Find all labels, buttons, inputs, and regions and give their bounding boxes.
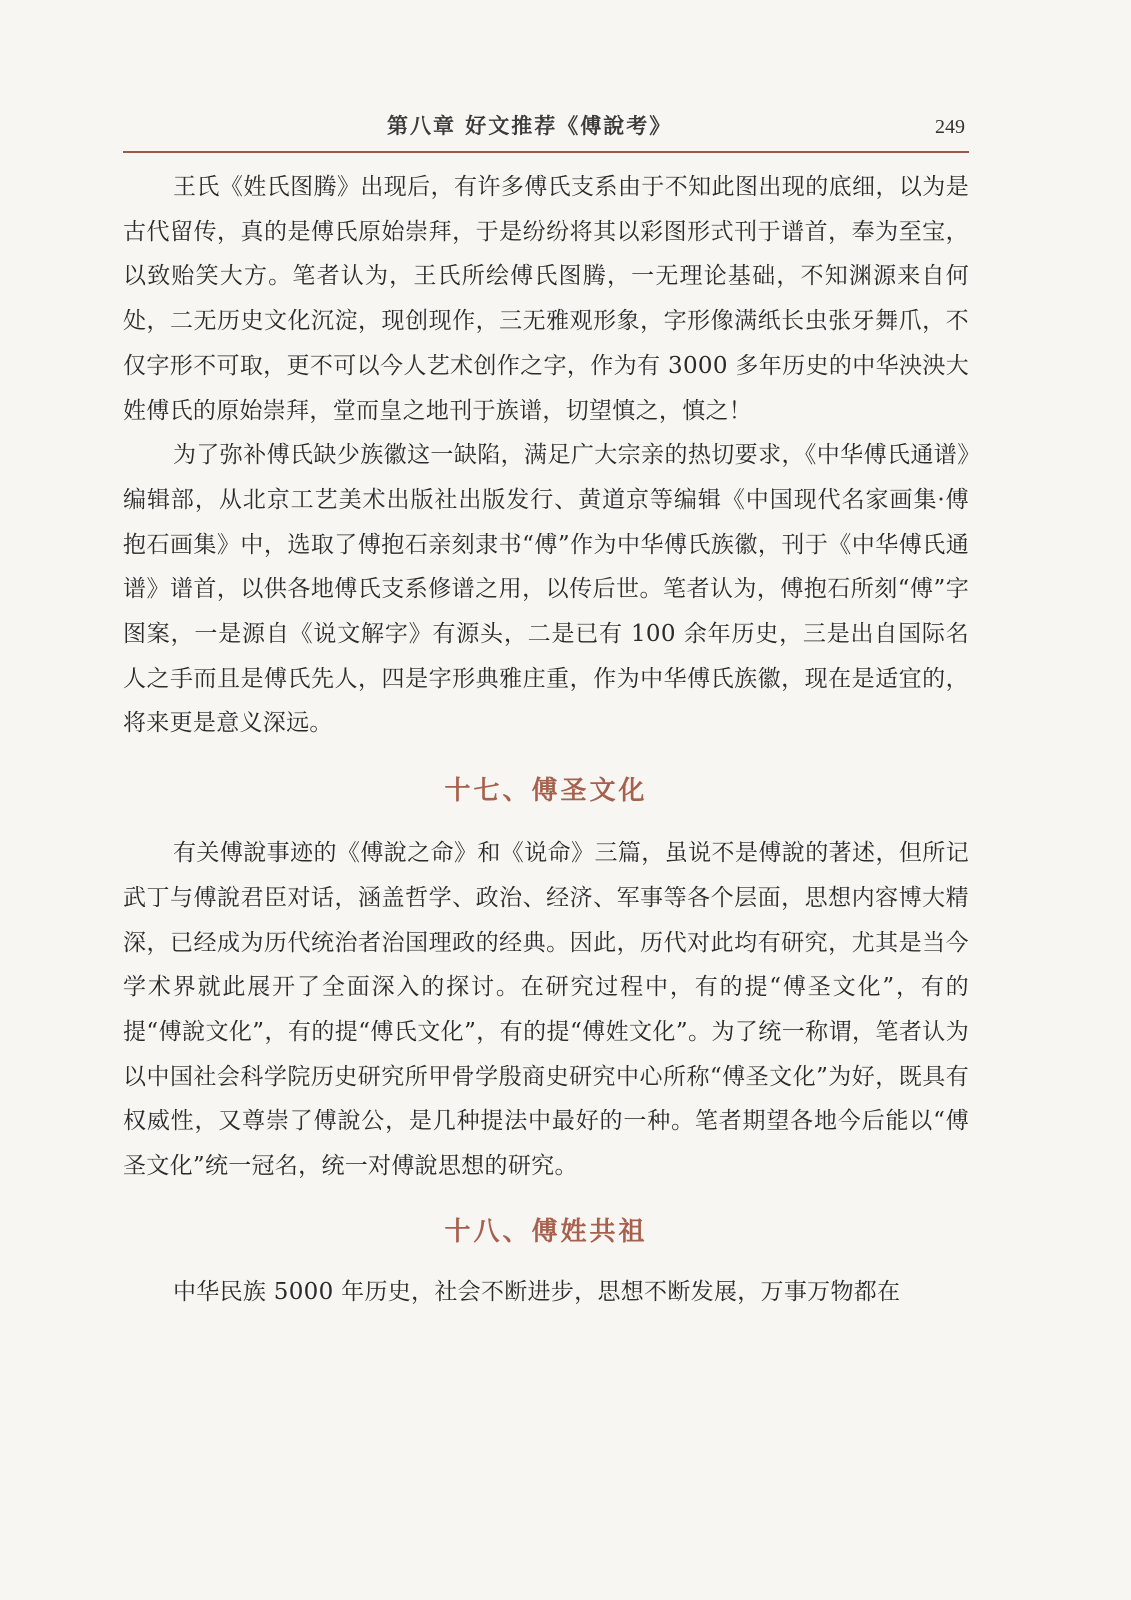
paragraph: 为了弥补傅氏缺少族徽这一缺陷，满足广大宗亲的热切要求，《中华傅氏通谱》编辑部，从北京工艺美术出版社出版发行、黄道京等编辑《中国现代名家画集·傅抱石画集》中，选取了傅抱石亲刻隶书“傅”作为中华傅氏族徽，刊于《中华傅氏通谱》谱首，以供各地傅氏支系修谱之用，以传后世。笔者认为，傅抱石所刻“傅”字图案，一是源自《说文解字》有源头，二是已有 100 余年历史，三是出自国际名人之手而且是傅氏先人，四是字形典雅庄重，作为中华傅氏族徽，现在是适宜的，将来更是意义深远。 [123,442,969,737]
paragraph: 中华民族 5000 年历史，社会不断进步，思想不断发展，万事万物都在 [173,1278,901,1305]
paragraph: 有关傅說事迹的《傅說之命》和《说命》三篇，虽说不是傅說的著述，但所记武丁与傅說君臣对话，涵盖哲学、政治、经济、军事等各个层面，思想内容博大精深，已经成为历代统治者治国理政的经典。因此，历代对此均有研究，尤其是当今学术界就此展开了全面深入的探讨。在研究过程中，有的提“傅圣文化”，有的提“傅說文化”，有的提“傅氏文化”，有的提“傅姓文化”。为了统一称谓，笔者认为以中国社会科学院历史研究所甲骨学殷商史研究中心所称“傅圣文化”为好，既具有权威性，又尊崇了傅說公，是几种提法中最好的一种。笔者期望各地今后能以“傅圣文化”统一冠名，统一对傅說思想的研究。 [123,840,969,1180]
section-heading: 十八、傅姓共祖 [444,1216,648,1247]
page-body [123,165,969,1314]
running-header [123,106,969,146]
paragraph: 王氏《姓氏图腾》出现后，有许多傅氏支系由于不知此图出现的底细，以为是古代留传，真的是傅氏原始崇拜，于是纷纷将其以彩图形式刊于谱首，奉为至宝，以致贻笑大方。笔者认为，王氏所绘傅氏图腾，一无理论基础，不知渊源来自何处，二无历史文化沉淀，现创现作，三无雅观形象，字形像满纸长虫张牙舞爪，不仅字形不可取，更不可以今人艺术创作之字，作为有 3000 多年历史的中华泱泱大姓傅氏的原始崇拜，堂而皇之地刊于族谱，切望慎之，慎之！ [123,174,969,424]
header-rule [123,151,969,153]
page-number: 249 [935,116,965,138]
chapter-title: 第八章 好文推荐《傅說考》 [387,114,673,138]
section-heading: 十七、傅圣文化 [444,776,648,807]
